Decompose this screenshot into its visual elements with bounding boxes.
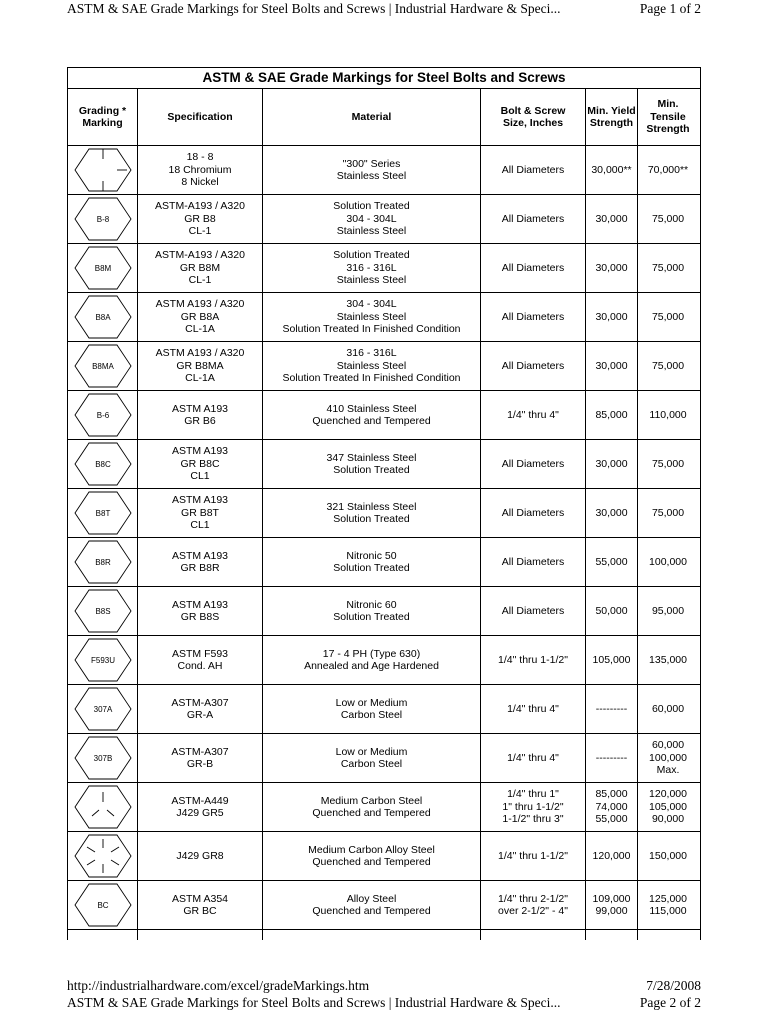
specification-cell: ASTM A193 GR B8S bbox=[138, 587, 263, 635]
specification-cell: ASTM A193 / A320 GR B8A CL-1A bbox=[138, 293, 263, 341]
table-row bbox=[68, 538, 700, 587]
size-cell: 1/4" thru 1-1/2" bbox=[481, 832, 586, 880]
specification-cell: J429 GR8 bbox=[138, 832, 263, 880]
table-bottom-row bbox=[68, 930, 700, 940]
grade-marking-cell bbox=[68, 391, 138, 439]
table-row bbox=[68, 195, 700, 244]
material-cell: Medium Carbon Alloy Steel Quenched and Tempered bbox=[263, 832, 481, 880]
hex-bolt-head-icon bbox=[73, 637, 133, 683]
table-row bbox=[68, 783, 700, 832]
table-row bbox=[68, 391, 700, 440]
grade-marking-cell bbox=[68, 832, 138, 880]
material-cell: Solution Treated 304 - 304L Stainless Steel bbox=[263, 195, 481, 243]
grade-marking-cell bbox=[68, 783, 138, 831]
min-yield-cell: 30,000 bbox=[586, 489, 638, 537]
footer-url[interactable]: http://industrialhardware.com/excel/gradeMarkings.htm bbox=[67, 978, 370, 993]
specification-cell: ASTM A354 GR BC bbox=[138, 881, 263, 929]
min-tensile-cell: 70,000** bbox=[647, 163, 689, 176]
material-cell: 321 Stainless Steel Solution Treated bbox=[263, 489, 481, 537]
material-cell: "300" Series Stainless Steel bbox=[263, 146, 481, 194]
min-yield-cell: --------- bbox=[586, 685, 638, 733]
min-yield-cell: 30,000 bbox=[586, 195, 638, 243]
min-tensile-cell: 60,000 bbox=[651, 702, 685, 715]
footer-date: 7/28/2008 bbox=[646, 978, 701, 993]
hex-bolt-head-icon bbox=[73, 833, 133, 879]
table-row bbox=[68, 342, 700, 391]
hex-bolt-head-icon bbox=[73, 490, 133, 536]
specification-cell: ASTM-A193 / A320 GR B8M CL-1 bbox=[138, 244, 263, 292]
grade-marking-label: B-6 bbox=[96, 411, 109, 420]
header-size: Bolt & Screw Size, Inches bbox=[481, 89, 586, 145]
min-tensile-cell: 135,000 bbox=[649, 653, 687, 666]
hex-bolt-head-icon bbox=[73, 392, 133, 438]
table-row bbox=[68, 293, 700, 342]
size-cell: All Diameters bbox=[481, 440, 586, 488]
grade-marking-cell bbox=[68, 195, 138, 243]
grade-marking-label: B8S bbox=[94, 607, 111, 616]
grade-marking-cell bbox=[68, 587, 138, 635]
next-page-title: ASTM & SAE Grade Markings for Steel Bolts and Screws | Industrial Hardware & Speci... bbox=[67, 995, 561, 1010]
header-min-tensile: Min. Tensile Strength bbox=[646, 98, 690, 136]
grade-marking-cell bbox=[68, 293, 138, 341]
specification-cell: ASTM A193 GR B8R bbox=[138, 538, 263, 586]
min-yield-cell: 30,000** bbox=[586, 146, 638, 194]
table-row bbox=[68, 685, 700, 734]
size-cell: 1/4" thru 4" bbox=[481, 391, 586, 439]
min-tensile-cell: 75,000 bbox=[651, 212, 685, 225]
specification-cell: ASTM F593 Cond. AH bbox=[138, 636, 263, 684]
grade-marking-label: B8M bbox=[94, 264, 111, 273]
grade-marking-cell bbox=[68, 538, 138, 586]
grade-marking-cell bbox=[68, 636, 138, 684]
size-cell: All Diameters bbox=[481, 342, 586, 390]
size-cell: All Diameters bbox=[481, 489, 586, 537]
min-yield-cell: 85,000 74,000 55,000 bbox=[586, 783, 638, 831]
material-cell: 347 Stainless Steel Solution Treated bbox=[263, 440, 481, 488]
min-tensile-cell: 60,000 100,000 Max. bbox=[649, 739, 687, 777]
grade-marking-cell bbox=[68, 342, 138, 390]
table-row bbox=[68, 636, 700, 685]
material-cell: 304 - 304L Stainless Steel Solution Treated In Finished Condition bbox=[263, 293, 481, 341]
size-cell: All Diameters bbox=[481, 244, 586, 292]
table-title: ASTM & SAE Grade Markings for Steel Bolts and Screws bbox=[68, 68, 700, 89]
grade-marking-cell bbox=[68, 489, 138, 537]
material-cell: Solution Treated 316 - 316L Stainless Steel bbox=[263, 244, 481, 292]
size-cell: All Diameters bbox=[481, 146, 586, 194]
hex-bolt-head-icon bbox=[73, 294, 133, 340]
header-grading-marking: Grading * Marking bbox=[68, 89, 138, 145]
table-row bbox=[68, 881, 700, 930]
min-yield-cell: 109,000 99,000 bbox=[586, 881, 638, 929]
grade-markings-table bbox=[67, 67, 701, 940]
grade-marking-cell bbox=[68, 734, 138, 782]
min-yield-cell: 50,000 bbox=[586, 587, 638, 635]
header-min-yield: Min. Yield Strength bbox=[586, 89, 638, 145]
hex-bolt-head-icon bbox=[73, 735, 133, 781]
table-row bbox=[68, 244, 700, 293]
material-cell: Medium Carbon Steel Quenched and Tempered bbox=[263, 783, 481, 831]
min-yield-cell: 120,000 bbox=[586, 832, 638, 880]
page-header bbox=[67, 0, 701, 20]
material-cell: Alloy Steel Quenched and Tempered bbox=[263, 881, 481, 929]
grade-marking-cell bbox=[68, 146, 138, 194]
grade-marking-cell bbox=[68, 440, 138, 488]
min-yield-cell: 105,000 bbox=[586, 636, 638, 684]
header-specification: Specification bbox=[138, 89, 263, 145]
size-cell: All Diameters bbox=[481, 293, 586, 341]
header-material: Material bbox=[263, 89, 481, 145]
min-yield-cell: 30,000 bbox=[586, 293, 638, 341]
table-row bbox=[68, 489, 700, 538]
min-tensile-cell: 95,000 bbox=[651, 604, 685, 617]
min-yield-cell: 55,000 bbox=[586, 538, 638, 586]
min-tensile-cell: 110,000 bbox=[649, 408, 687, 421]
size-cell: All Diameters bbox=[481, 195, 586, 243]
table-row bbox=[68, 587, 700, 636]
min-yield-cell: 30,000 bbox=[586, 440, 638, 488]
min-yield-cell: 30,000 bbox=[586, 342, 638, 390]
grade-marking-label: 307B bbox=[93, 754, 112, 763]
table-row bbox=[68, 734, 700, 783]
min-tensile-cell: 75,000 bbox=[651, 261, 685, 274]
size-cell: All Diameters bbox=[481, 587, 586, 635]
specification-cell: 18 - 8 18 Chromium 8 Nickel bbox=[138, 146, 263, 194]
hex-bolt-head-icon bbox=[73, 686, 133, 732]
specification-cell: ASTM-A449 J429 GR5 bbox=[138, 783, 263, 831]
table-row bbox=[68, 440, 700, 489]
min-tensile-cell: 150,000 bbox=[649, 849, 687, 862]
next-page-number: Page 2 of 2 bbox=[639, 995, 701, 1010]
min-yield-cell: 85,000 bbox=[586, 391, 638, 439]
specification-cell: ASTM-A307 GR-A bbox=[138, 685, 263, 733]
size-cell: All Diameters bbox=[481, 538, 586, 586]
material-cell: Nitronic 50 Solution Treated bbox=[263, 538, 481, 586]
hex-bolt-head-icon bbox=[73, 245, 133, 291]
material-cell: Nitronic 60 Solution Treated bbox=[263, 587, 481, 635]
grade-marking-label: B8R bbox=[94, 558, 111, 567]
page-header-title: ASTM & SAE Grade Markings for Steel Bolts and Screws | Industrial Hardware & Speci... bbox=[67, 1, 561, 16]
material-cell: 316 - 316L Stainless Steel Solution Treated In Finished Condition bbox=[263, 342, 481, 390]
hex-bolt-head-icon bbox=[73, 196, 133, 242]
grade-marking-label: 307A bbox=[93, 705, 112, 714]
grade-marking-cell bbox=[68, 881, 138, 929]
hex-bolt-head-icon bbox=[73, 539, 133, 585]
table-row bbox=[68, 146, 700, 195]
material-cell: 410 Stainless Steel Quenched and Tempered bbox=[263, 391, 481, 439]
min-tensile-cell: 125,000 115,000 bbox=[649, 892, 687, 917]
specification-cell: ASTM A193 GR B8T CL1 bbox=[138, 489, 263, 537]
hex-bolt-head-icon bbox=[73, 588, 133, 634]
table-row bbox=[68, 832, 700, 881]
size-cell: 1/4" thru 4" bbox=[481, 685, 586, 733]
material-cell: 17 - 4 PH (Type 630) Annealed and Age Hardened bbox=[263, 636, 481, 684]
hex-bolt-head-icon bbox=[73, 147, 133, 193]
material-cell: Low or Medium Carbon Steel bbox=[263, 685, 481, 733]
hex-bolt-head-icon bbox=[73, 343, 133, 389]
size-cell: 1/4" thru 1" 1" thru 1-1/2" 1-1/2" thru 3" bbox=[481, 783, 586, 831]
min-tensile-cell: 75,000 bbox=[651, 506, 685, 519]
min-tensile-cell: 75,000 bbox=[651, 457, 685, 470]
page-number: Page 1 of 2 bbox=[639, 1, 701, 16]
size-cell: 1/4" thru 2-1/2" over 2-1/2" - 4" bbox=[481, 881, 586, 929]
min-tensile-cell: 75,000 bbox=[651, 310, 685, 323]
specification-cell: ASTM-A307 GR-B bbox=[138, 734, 263, 782]
hex-bolt-head-icon bbox=[73, 882, 133, 928]
specification-cell: ASTM A193 GR B6 bbox=[138, 391, 263, 439]
specification-cell: ASTM A193 GR B8C CL1 bbox=[138, 440, 263, 488]
specification-cell: ASTM-A193 / A320 GR B8 CL-1 bbox=[138, 195, 263, 243]
min-tensile-cell: 120,000 105,000 90,000 bbox=[649, 788, 687, 826]
min-tensile-cell: 100,000 bbox=[649, 555, 687, 568]
size-cell: 1/4" thru 4" bbox=[481, 734, 586, 782]
min-tensile-cell: 75,000 bbox=[651, 359, 685, 372]
grade-marking-label: B8A bbox=[94, 313, 111, 322]
grade-marking-cell bbox=[68, 244, 138, 292]
hex-bolt-head-icon bbox=[73, 784, 133, 830]
min-yield-cell: 30,000 bbox=[586, 244, 638, 292]
grade-marking-label: BC bbox=[96, 901, 109, 910]
material-cell: Low or Medium Carbon Steel bbox=[263, 734, 481, 782]
grade-marking-label: B8T bbox=[95, 509, 110, 518]
table-header-row bbox=[68, 89, 700, 146]
grade-marking-cell bbox=[68, 685, 138, 733]
size-cell: 1/4" thru 1-1/2" bbox=[481, 636, 586, 684]
grade-marking-label: B8C bbox=[94, 460, 111, 469]
min-yield-cell: --------- bbox=[586, 734, 638, 782]
grade-marking-label: B8MA bbox=[91, 362, 114, 371]
grade-marking-label: F593U bbox=[90, 656, 115, 665]
specification-cell: ASTM A193 / A320 GR B8MA CL-1A bbox=[138, 342, 263, 390]
grade-marking-label: B-8 bbox=[96, 215, 109, 224]
hex-bolt-head-icon bbox=[73, 441, 133, 487]
